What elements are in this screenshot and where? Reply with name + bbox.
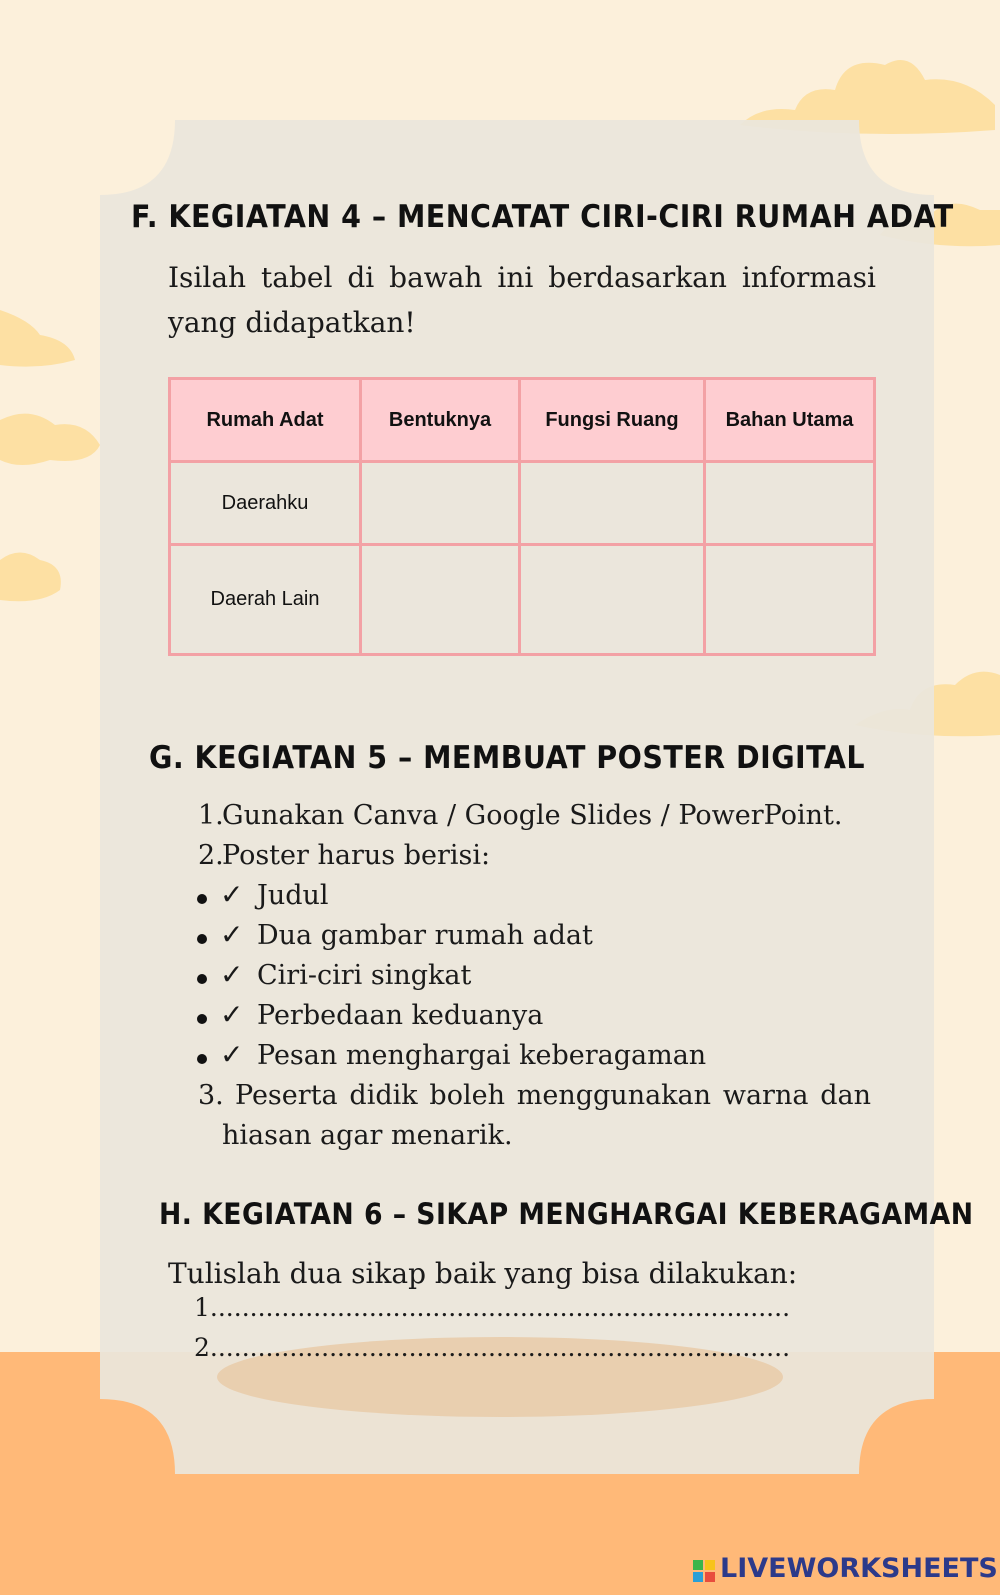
list-item: Poster harus berisi: xyxy=(222,840,491,871)
list-item-number: 1. xyxy=(198,800,224,831)
list-item: Peserta didik boleh menggunakan warna dan xyxy=(235,1080,871,1111)
bullet-icon xyxy=(197,934,207,944)
table-cell-input[interactable] xyxy=(520,545,705,655)
checklist-item: Judul xyxy=(257,880,329,911)
checklist-item: Ciri-ciri singkat xyxy=(257,960,472,991)
section-g-heading: G. KEGIATAN 5 – MEMBUAT POSTER DIGITAL xyxy=(149,740,866,776)
answer-line[interactable]: 2......................................................................... xyxy=(194,1333,791,1362)
list-item: Gunakan Canva / Google Slides / PowerPoint. xyxy=(222,800,843,831)
table-cell-input[interactable] xyxy=(520,462,705,545)
column-header: Bahan Utama xyxy=(705,379,875,462)
liveworksheets-logo: LIVEWORKSHEETS xyxy=(720,1553,998,1584)
liveworksheets-logo-icon xyxy=(693,1560,715,1582)
checklist-item: Dua gambar rumah adat xyxy=(257,920,593,951)
checklist-item: Perbedaan keduanya xyxy=(257,1000,544,1031)
bullet-icon xyxy=(197,894,207,904)
list-item-number: 2. xyxy=(198,840,224,871)
checklist-item: Pesan menghargai keberagaman xyxy=(257,1040,707,1071)
table-cell-input[interactable] xyxy=(705,545,875,655)
section-f-instruction: Isilah tabel di bawah ini berdasarkan informasi yang didapatkan! xyxy=(168,261,876,339)
table-cell-input[interactable] xyxy=(361,462,520,545)
section-h-heading: H. KEGIATAN 6 – SIKAP MENGHARGAI KEBERAGAMAN xyxy=(159,1197,974,1231)
checkmark-icon: ✓ xyxy=(220,958,244,991)
table-cell: Daerah Lain xyxy=(170,545,361,655)
checkmark-icon: ✓ xyxy=(220,878,244,911)
column-header: Fungsi Ruang xyxy=(520,379,705,462)
table-cell-input[interactable] xyxy=(361,545,520,655)
cloud-decoration-left xyxy=(0,300,80,380)
bullet-icon xyxy=(197,1054,207,1064)
table-header-row xyxy=(170,379,875,462)
answer-line[interactable]: 1......................................................................... xyxy=(194,1293,791,1322)
table-row xyxy=(170,545,875,655)
table-row xyxy=(170,462,875,545)
checkmark-icon: ✓ xyxy=(220,998,244,1031)
checkmark-icon: ✓ xyxy=(220,918,244,951)
section-f-heading: F. KEGIATAN 4 – MENCATAT CIRI-CIRI RUMAH ADAT xyxy=(131,199,954,235)
cloud-decoration-left-3 xyxy=(0,545,70,610)
section-h-prompt: Tulislah dua sikap baik yang bisa dilakukan: xyxy=(168,1257,798,1290)
table-cell-input[interactable] xyxy=(705,462,875,545)
bullet-icon xyxy=(197,1014,207,1024)
cloud-decoration-left-2 xyxy=(0,400,110,480)
rumah-adat-table xyxy=(168,377,876,656)
bullet-icon xyxy=(197,974,207,984)
list-item-number: 3. xyxy=(198,1080,224,1111)
column-header: Rumah Adat xyxy=(170,379,361,462)
column-header: Bentuknya xyxy=(361,379,520,462)
list-item-continuation: hiasan agar menarik. xyxy=(222,1120,513,1151)
checkmark-icon: ✓ xyxy=(220,1038,244,1071)
table-cell: Daerahku xyxy=(170,462,361,545)
